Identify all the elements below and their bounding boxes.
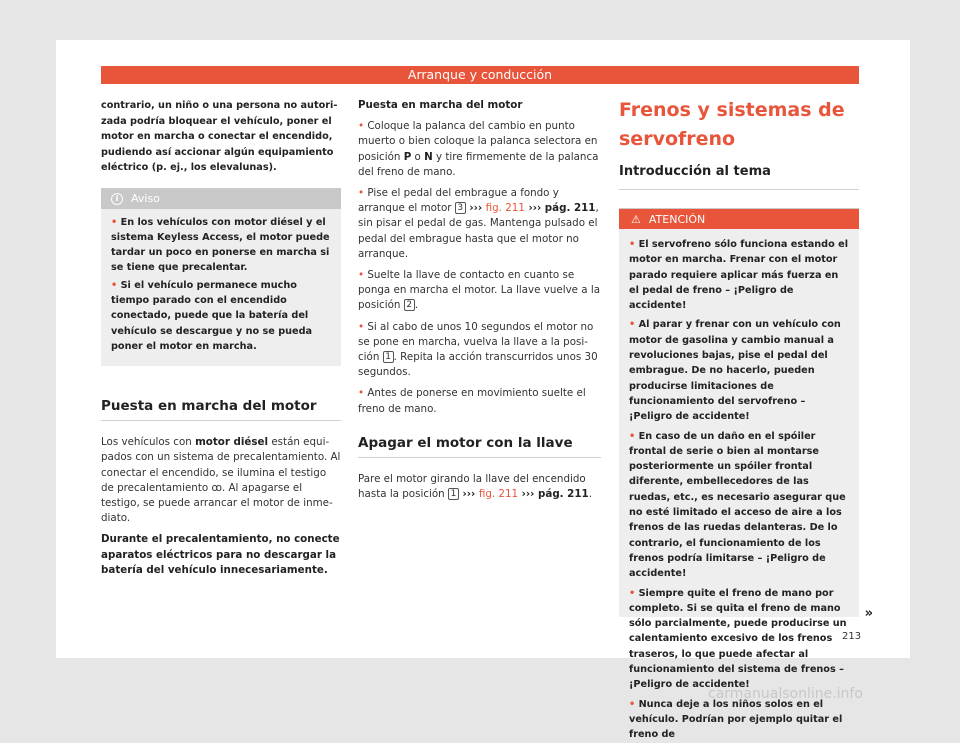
warning-item: • Siempre quite el freno de mano por completo. Si se quita el freno de mano sólo parcialmente, puede producirse un calentamiento excesivo de los frenos traseros, lo que puede afectar al funcionamiento del sistema de frenos – ¡Peligro de accidente! — [629, 587, 847, 691]
notice-title: Aviso — [131, 192, 160, 205]
page-reference[interactable]: ››› pág. 211 — [524, 202, 596, 215]
list-item: • Suelte la llave de contacto en cuanto se ponga en marcha el motor. La llave vuelve a la posición 2 . — [358, 269, 601, 312]
warning-item: • El servofreno sólo funciona estando el motor en marcha. Frenar con el motor parado requiere aplicar más fuerza en el pedal de freno – ¡Peligro de accidente! — [629, 239, 849, 312]
watermark: carmanualsonline.info — [708, 686, 863, 702]
warning-title: ATENCIÓN — [648, 212, 706, 226]
list-item: • Pise el pedal del embrague a fondo y arranque el motor 3 ››› fig. 211 ››› pág. 211, sin pisar el pedal de gas. Mantenga pulsado el pedal del embrague hasta que el motor no arranque. — [358, 187, 599, 260]
column-2 — [358, 98, 601, 502]
position-number-badge: 1 — [448, 488, 459, 500]
position-number-badge: 2 — [404, 299, 415, 311]
page-number: 213 — [842, 631, 862, 642]
subtitle-introduccion: Introducción al tema — [619, 164, 859, 190]
warning-item: • En caso de un daño en el spóiler frontal de serie o bien al montarse posteriormente un spóiler frontal diferente, embellecedores de las ruedas, etc., es necesario asegurar que no esté limitado el acceso de aire a los frenos de las ruedas delanteras. De lo contrario, el funcionamiento de los frenos podría limitarse – ¡Peligro de accidente! — [629, 430, 846, 580]
section-title-puesta-en-marcha: Puesta en marcha del motor — [101, 398, 341, 421]
warning-item: • Al parar y frenar con un vehículo con motor de gasolina y cambio manual a revoluciones bajas, pise el pedal del embrague. De no hacerlo, pueden producirse limitaciones de funcionamiento del servofreno – ¡Peligro de accidente! — [629, 319, 841, 423]
preheat-glow-plug-icon: ꝏ — [211, 481, 222, 494]
chapter-title: Frenos y sistemas de servofreno — [619, 99, 845, 150]
notice-header — [101, 189, 341, 209]
paragraph-diesel: Los vehículos con motor diésel están equipados con un sistema de precalentamiento. Al conectar el encendido, se ilumina el testigo de precalentamiento ꝏ. Al apagarse el testigo, se puede arrancar el motor de inmediato. — [101, 436, 341, 525]
info-icon: i — [111, 193, 123, 205]
column-1 — [101, 98, 341, 578]
notice-item: • En los vehículos con motor diésel y el sistema Keyless Access, el motor puede tardar un poco en ponerse en marcha si se tiene que precalentar. — [111, 216, 330, 274]
paragraph-precalentamiento: Durante el precalentamiento, no conecte aparatos eléctricos para no descargar la batería del vehículo innecesariamente. — [101, 533, 340, 576]
paragraph-apagar: Pare el motor girando la llave del encendido hasta la posición 1 ››› fig. 211 ››› pág. 211. — [358, 472, 592, 501]
figure-link[interactable]: fig. 211 — [485, 202, 525, 215]
notice-body — [101, 209, 341, 367]
page-reference[interactable]: ››› pág. 211 — [518, 488, 589, 501]
notice-box — [101, 188, 341, 367]
warning-item: • Nunca deje a los niños solos en el vehículo. Podrían por ejemplo quitar el freno de — [629, 698, 843, 741]
intro-paragraph: contrario, un niño o una persona no autorizada podría bloquear el vehículo, poner el motor en marcha o conectar el encendido, pudiendo así accionar algún equipamiento eléctrico (p. ej., los elevalunas). — [101, 100, 338, 173]
warning-header — [619, 209, 859, 229]
subtitle-puesta-en-marcha: Puesta en marcha del motor — [358, 99, 523, 111]
position-number-badge: 1 — [383, 351, 394, 363]
section-title-apagar-motor: Apagar el motor con la llave — [358, 435, 601, 458]
list-item: • Antes de ponerse en movimiento suelte el freno de mano. — [358, 387, 586, 415]
list-item: • Si al cabo de unos 10 segundos el motor no se pone en marcha, vuelva la llave a la posición 1 . Repita la acción transcurridos unos 30 segundos. — [358, 320, 598, 379]
warning-triangle-icon: ⚠ — [631, 212, 641, 226]
list-item: • Coloque la palanca del cambio en punto muerto o bien coloque la palanca selectora en posición P o N y tire firmemente de la palanca del freno de mano. — [358, 120, 599, 178]
figure-link[interactable]: fig. 211 — [478, 488, 519, 501]
position-number-badge: 3 — [455, 202, 466, 214]
notice-item: • Si el vehículo permanece mucho tiempo parado con el encendido conectado, puede que la batería del vehículo se descargue y no se pueda poner el motor en marcha. — [111, 279, 313, 352]
section-header: Arranque y conducción — [101, 66, 859, 84]
continue-arrow-icon: » — [864, 606, 873, 621]
